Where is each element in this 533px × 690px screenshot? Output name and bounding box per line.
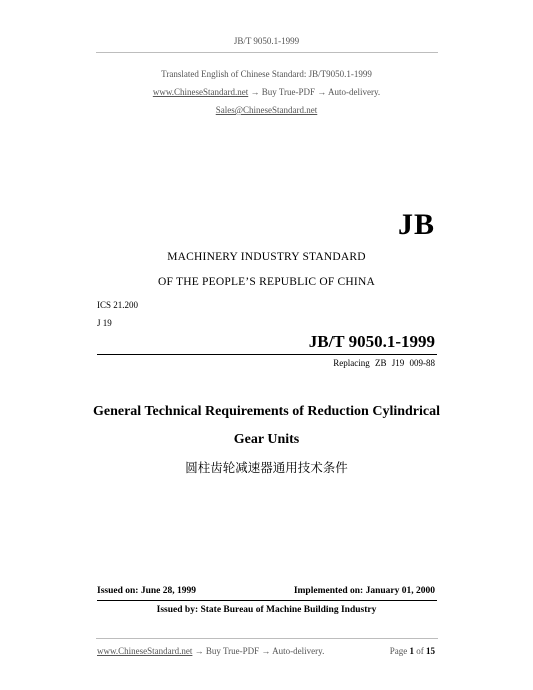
- email-link[interactable]: Sales@ChineseStandard.net: [215, 105, 318, 115]
- replacing-note: Replacing ZB J19 009-88: [333, 358, 435, 368]
- code-divider: [97, 354, 437, 355]
- document-title-chinese: 圆柱齿轮减速器通用技术条件: [185, 460, 348, 475]
- footer-buy-note: → Buy True-PDF → Auto-delivery.: [194, 646, 325, 656]
- document-title-line2: Gear Units: [233, 432, 300, 447]
- footer-purchase-line: [97, 646, 324, 656]
- page-label: Page: [389, 646, 408, 656]
- buy-note: → Buy True-PDF → Auto-delivery.: [250, 87, 381, 97]
- ics-code: ICS 21.200: [97, 300, 139, 310]
- standard-title-line2: OF THE PEOPLE’S REPUBLIC OF CHINA: [158, 276, 375, 288]
- standard-title-line1: MACHINERY INDUSTRY STANDARD: [167, 251, 366, 263]
- page-of: of: [416, 646, 424, 656]
- running-title: JB/T 9050.1-1999: [233, 36, 300, 46]
- jb-logo: JB: [397, 208, 435, 241]
- site-link[interactable]: www.ChineseStandard.net: [152, 87, 249, 97]
- page-indicator: [390, 646, 435, 656]
- translation-note: Translated English of Chinese Standard: JB/T9050.1-1999: [161, 69, 372, 79]
- implemented-date: Implemented on: January 01, 2000: [293, 586, 435, 596]
- page-current: 1: [409, 646, 414, 656]
- standard-code: JB/T 9050.1-1999: [308, 332, 435, 351]
- issue-divider: [97, 600, 437, 601]
- purchase-line: [0, 87, 533, 97]
- footer-site-link[interactable]: www.ChineseStandard.net: [97, 646, 193, 656]
- footer-divider: [96, 638, 438, 639]
- issued-date: Issued on: June 28, 1999: [97, 586, 196, 596]
- header-divider: [96, 52, 438, 53]
- email-line: [0, 105, 533, 115]
- page-total: 15: [426, 646, 435, 656]
- issuing-authority: Issued by: State Bureau of Machine Building Industry: [156, 605, 377, 615]
- classification-code: J 19: [97, 318, 112, 328]
- document-title-line1: General Technical Requirements of Reduction Cylindrical: [92, 404, 440, 419]
